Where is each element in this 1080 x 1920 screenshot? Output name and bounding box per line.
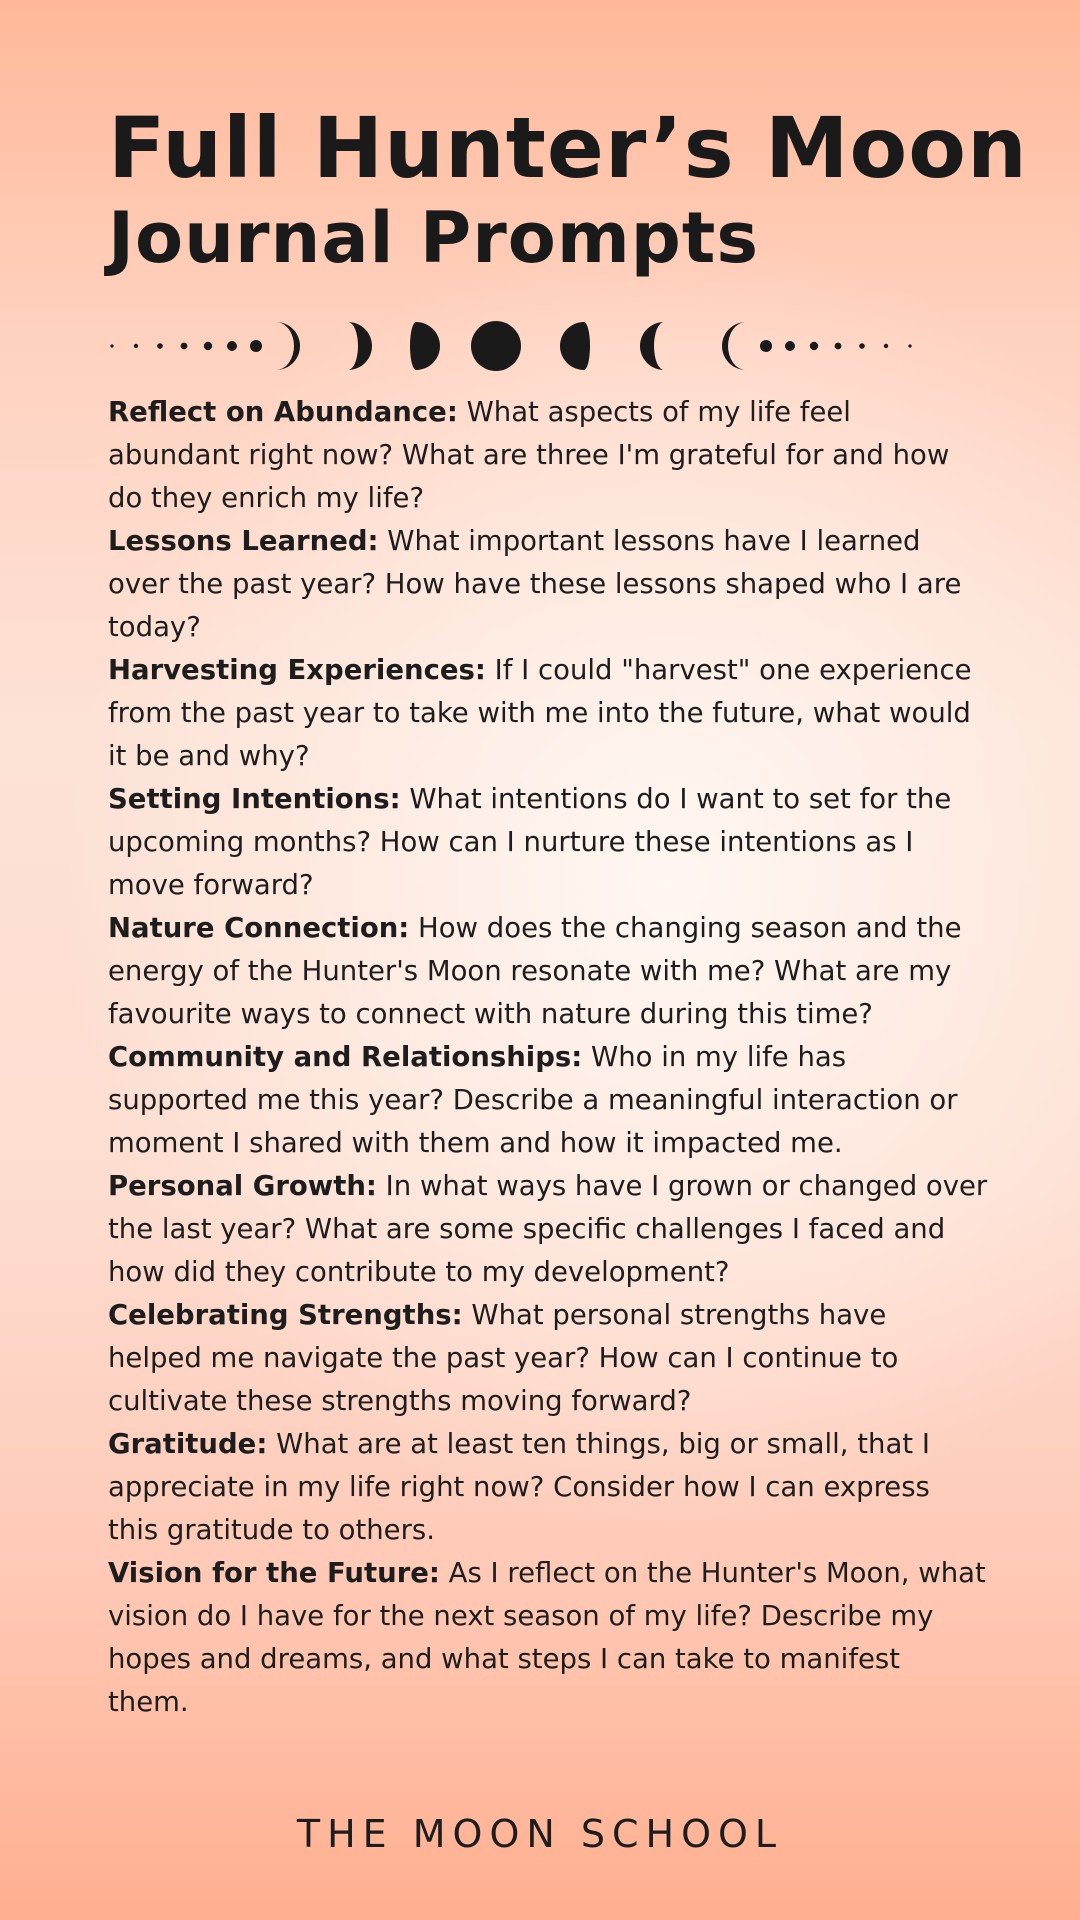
prompt-item [108, 907, 988, 1036]
prompt-text: If I could "harvest" one experience from the past year to take with me into the future, what would it be and why? [108, 654, 972, 772]
dot-icon [908, 344, 911, 347]
prompt-text: As I reflect on the Hunter's Moon, what vision do I have for the next season of my life? Describe my hopes and dreams, and what steps I can take to manifest them. [108, 1557, 986, 1718]
prompt-list [108, 391, 988, 1724]
dot-icon [157, 343, 163, 349]
dot-icon [884, 344, 888, 348]
dot-icon [181, 343, 188, 350]
prompt-heading: Setting Intentions: [108, 783, 401, 815]
brand-footer: THE MOON SCHOOL [296, 1812, 784, 1856]
prompt-item [108, 391, 988, 520]
prompt-heading: Lessons Learned: [108, 525, 379, 557]
dot-icon [134, 344, 138, 348]
prompt-text: What important lessons have I learned over the past year? How have these lessons shaped who I are today? [108, 525, 962, 643]
prompt-heading: Nature Connection: [108, 912, 410, 944]
prompt-text: In what ways have I grown or changed over the last year? What are some specific challenges I faced and how did they contribute to my development? [108, 1170, 988, 1288]
dot-icon [810, 342, 818, 350]
prompt-heading: Vision for the Future: [108, 1557, 440, 1589]
prompt-item [108, 1294, 988, 1423]
prompt-item [108, 1423, 988, 1552]
prompt-item [108, 1036, 988, 1165]
prompt-text: What intentions do I want to set for the upcoming months? How can I nurture these intentions as I move forward? [108, 783, 952, 901]
prompt-text: What personal strengths have helped me navigate the past year? How can I continue to cultivate these strengths moving forward? [108, 1299, 899, 1417]
prompt-text: What aspects of my life feel abundant right now? What are three I'm grateful for and how do they enrich my life? [108, 396, 950, 514]
waning-gibbous-icon [560, 322, 590, 370]
prompt-item [108, 1552, 988, 1724]
prompt-heading: Reflect on Abundance: [108, 396, 458, 428]
prompt-heading: Harvesting Experiences: [108, 654, 486, 686]
page-subtitle: Journal Prompts [108, 197, 760, 279]
dot-icon [110, 344, 113, 347]
prompt-item [108, 649, 988, 778]
prompt-heading: Gratitude: [108, 1428, 268, 1460]
dot-icon [835, 343, 842, 350]
prompt-heading: Celebrating Strengths: [108, 1299, 463, 1331]
full-moon-icon [471, 321, 521, 371]
prompt-text: What are at least ten things, big or small, that I appreciate in my life right now? Consider how I can express this gratitude to others. [108, 1428, 930, 1546]
right-dots-decoration [760, 340, 912, 352]
moon-phases-divider [98, 316, 978, 376]
prompt-heading: Personal Growth: [108, 1170, 377, 1202]
waxing-crescent-icon [276, 322, 300, 370]
first-quarter-icon [348, 322, 372, 370]
waxing-gibbous-icon [410, 322, 440, 370]
dot-icon [250, 340, 262, 352]
page-title: Full Hunter’s Moon [108, 99, 1028, 197]
waning-crescent-icon [722, 322, 746, 370]
dot-icon [760, 340, 772, 352]
dot-icon [859, 343, 865, 349]
dot-icon [785, 341, 795, 351]
prompt-heading: Community and Relationships: [108, 1041, 583, 1073]
prompt-item [108, 778, 988, 907]
prompt-item [108, 520, 988, 649]
prompt-text: Who in my life has supported me this year? Describe a meaningful interaction or moment I shared with them and how it impacted me. [108, 1041, 958, 1159]
last-quarter-icon [640, 322, 664, 370]
prompt-text: How does the changing season and the energy of the Hunter's Moon resonate with me? What are my favourite ways to connect with nature during this time? [108, 912, 962, 1030]
dot-icon [227, 341, 237, 351]
dot-icon [204, 342, 212, 350]
left-dots-decoration [110, 340, 262, 352]
prompt-item [108, 1165, 988, 1294]
